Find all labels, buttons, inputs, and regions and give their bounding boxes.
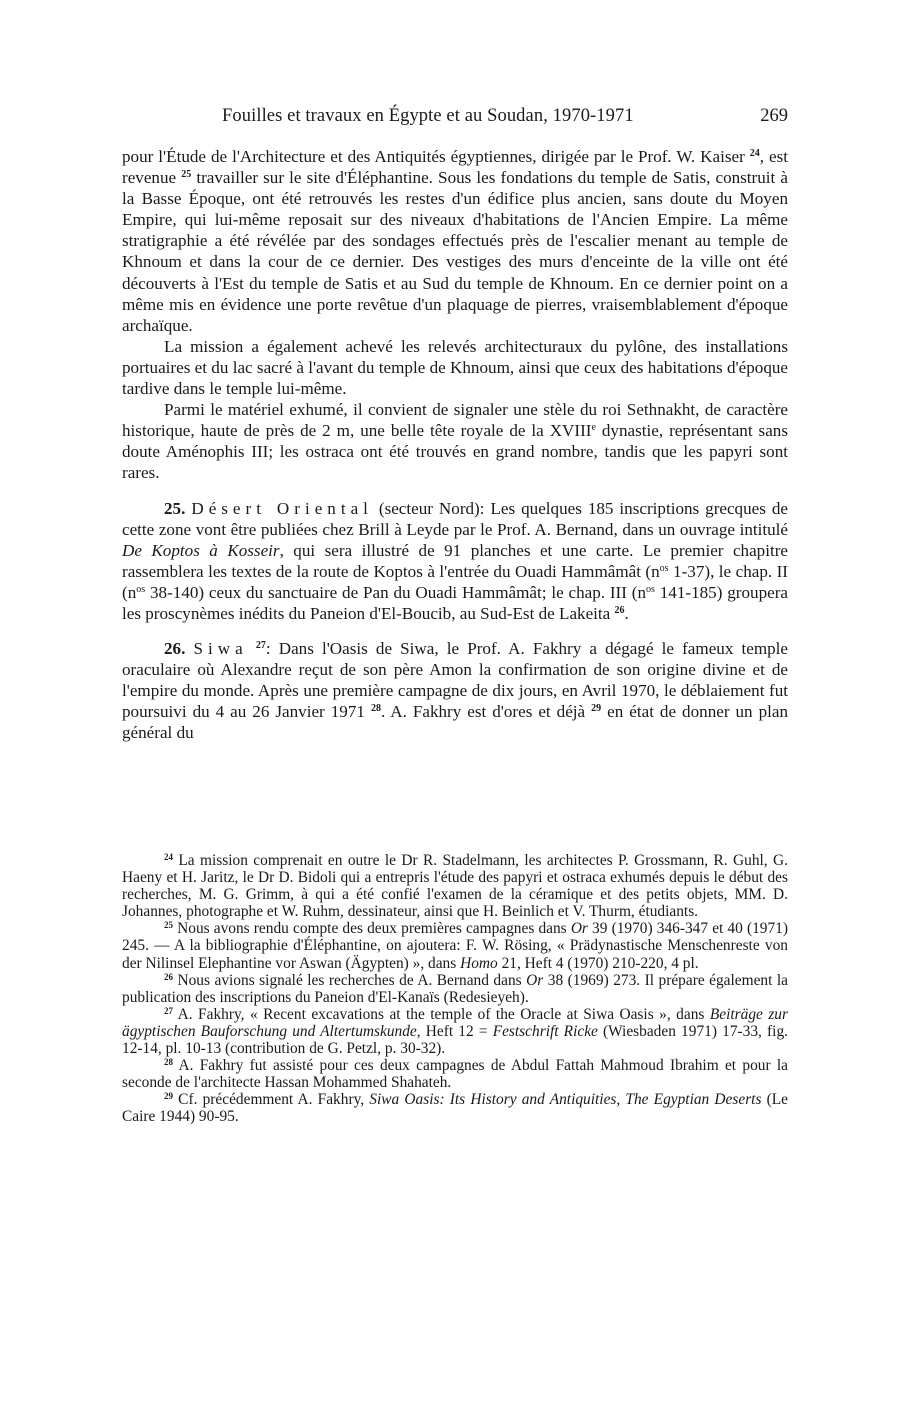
footnote-ref-24[interactable]: 24 [749,148,760,159]
journal-title: Or [526,971,544,989]
footnote-ref-28[interactable]: 28 [370,703,381,715]
superscript-os: os [646,583,655,595]
superscript-os: os [659,562,669,574]
footnote-text: (Wiesbaden 1971) 17-33, fig. 12-14, pl. 10-13 (contribution de G. Petzl, p. 30-32). [122,1022,788,1058]
section-heading: Siwa [193,639,248,659]
text-span: 38-140) ceux du sanctuaire de Pan du Ouadi Hammâmât; le chap. III (n [145,582,647,602]
footnote-number: 24 [164,852,173,862]
section-number: 26. [164,639,186,659]
footnote-text: Nous avions signalé les recherches de A. Bernand dans [173,971,527,989]
journal-title: Beiträge zur ägyptischen Bauforschung und Altertumskunde [122,1005,788,1040]
journal-title: Festschrift Ricke [492,1022,598,1040]
superscript-os: os [136,583,146,595]
text-span: , qui sera illustré de 91 planches et une carte. Le premier chapitre rassemblera les textes de la route de Koptos à l'entrée du Ouadi Hammâmât (n [122,540,789,581]
section-25-desert-oriental [122,498,788,625]
text-span: , est revenue [122,147,788,188]
journal-title: Or [570,920,588,938]
footnotes [122,852,788,1126]
text-span: : Dans l'Oasis de Siwa, le Prof. A. Fakhry a dégagé le fameux temple oraculaire où Alexandre reçut de son père Amon la confirmation de son origine divine et de l'empire du monde. Après une première campagne de dix jours, en Avril 1970, le déblaiement fut poursuivi du 4 au 26 Janvier 1971 [122,639,789,722]
section-26-siwa [122,638,788,743]
book-title: Siwa Oasis: Its History and Antiquities, The Egyptian Deserts [369,1091,762,1109]
book-title: De Koptos à Kosseir [122,540,280,560]
footnote-text: , Heft 12 = [416,1022,493,1040]
footnote-26 [122,972,788,1006]
superscript-e: e [591,422,596,434]
footnote-28 [122,1057,788,1091]
footnote-24 [122,852,788,920]
footnote-number: 28 [164,1057,173,1068]
text-span: 141-185) groupera les proscynèmes inédits du Paneion d'El-Boucib, au Sud-Est de Lakeita [122,582,788,623]
footnote-text: 38 (1969) 273. Il prépare également la publication des inscriptions du Paneion d'El-Kanaïs (Redesieyeh). [122,971,789,1006]
footnote-ref-26[interactable]: 26 [614,604,625,616]
text-span: pour l'Étude de l'Architecture et des Antiquités égyptiennes, dirigée par le Prof. W. Kaiser [122,147,745,166]
paragraph-releves: La mission a également achevé les relevés architecturaux du pylône, des installations portuaires et du lac sacré à l'avant du temple de Khnoum, ainsi que ceux des habitations d'époque tardive dans le temple lui-même. [122,336,788,399]
footnote-number: 26 [164,971,173,982]
text-span: 1-37), le chap. II (n [122,561,788,602]
page-number: 269 [760,106,788,126]
footnote-27 [122,1006,788,1057]
footnote-29 [122,1091,788,1125]
text-span: travailler sur le site d'Éléphantine. Sous les fondations du temple de Satis, construit à la Basse Époque, ont été retrouvés les restes d'un édifice plus ancien, sans doute du Moyen Empire, qui lui-même reposait sur des niveaux d'habitations de l'Ancien Empire. La même stratigraphie a été révélée par des sondages effectués près de l'escalier menant au temple de Khnoum et dans la cour de ce dernier. Des vestiges des murs d'enceinte de la ville ont été découverts à l'Est du temple de Satis et au Sud du temple de Khnoum. En ce dernier point on a même mis en évidence une porte revêtue d'un plaquage de pierres, vraisemblablement d'époque archaïque. [122,168,788,335]
section-number: 25. [164,498,186,518]
footnote-ref-25[interactable]: 25 [181,169,192,181]
text-span: dynastie, représentant sans doute Aménophis III; les ostraca ont été trouvés en grand nombre, tandis que les papyri sont rares. [122,421,788,483]
section-heading: Désert Oriental [191,498,373,518]
footnote-number: 27 [164,1005,173,1016]
footnote-text: 21, Heft 4 (1970) 210-220, 4 pl. [497,954,699,972]
journal-title: Homo [460,954,498,972]
footnote-25 [122,920,788,971]
paragraph-elephantine [122,146,788,336]
footnote-text: Nous avons rendu compte des deux premières campagnes dans [173,920,571,938]
footnote-text: Cf. précédemment A. Fakhry, [173,1091,370,1109]
text-span: . A. Fakhry est d'ores et déjà [380,702,586,722]
footnote-number: 29 [164,1091,173,1102]
footnote-text: 39 (1970) 346-347 et 40 (1971) 245. — A la bibliographie d'Éléphantine, on ajoutera: F. W. Rösing, « Prädynastische Menschenreste von der Nilinsel Elephantine vor Aswan (Ägypten) », dans [122,920,788,972]
main-text [122,146,788,744]
footnote-text: A. Fakhry fut assisté pour ces deux campagnes de Abdul Fattah Mahmoud Ibrahim et pour la seconde de l'architecte Hassan Mohammed Shahateh. [122,1057,788,1092]
footnote-text: (Le Caire 1944) 90-95. [122,1091,788,1126]
running-title: Fouilles et travaux en Égypte et au Soudan, 1970-1971 [222,106,634,126]
paragraph-materiel [122,399,788,483]
footnote-ref-29[interactable]: 29 [591,703,602,715]
running-header [122,106,788,136]
footnote-text: La mission comprenait en outre le Dr R. Stadelmann, les architectes P. Grossmann, R. Guhl, G. Haeny et H. Jaritz, le Dr D. Bidoli qui a entrepris l'étude des papyri et ostraca exhumés depuis le début des recherches, M. G. Grimm, à qui a été confié l'examen de la céramique et des petits objets, MM. D. Johannes, photographe et W. Ruhm, dessinateur, ainsi que H. Beinlich et V. Thurm, étudiants. [122,852,788,921]
footnote-number: 25 [164,920,173,931]
text-span: Parmi le matériel exhumé, il convient de signaler une stèle du roi Sethnakht, de caractère historique, haute de près de 2 m, une belle tête royale de la XVIII [122,400,788,441]
text-span: . [624,603,629,623]
footnote-ref-27[interactable]: 27 [255,640,266,652]
text-span: (secteur Nord): Les quelques 185 inscriptions grecques de cette zone vont être publiées chez Brill à Leyde par le Prof. A. Bernand, dans un ouvrage intitulé [122,498,788,539]
text-span: en état de donner un plan général du [122,702,789,743]
footnote-text: A. Fakhry, « Recent excavations at the temple of the Oracle at Siwa Oasis », dans [173,1005,710,1023]
